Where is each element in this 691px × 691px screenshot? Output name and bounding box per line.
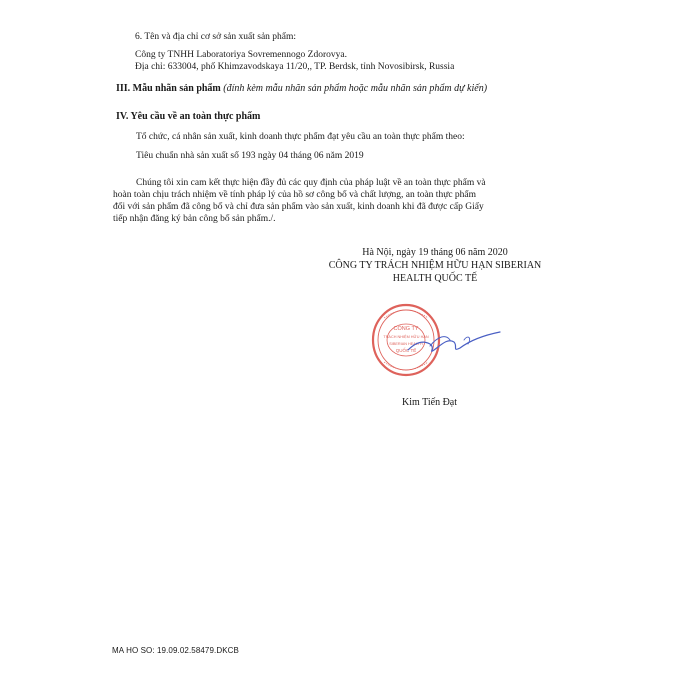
safety-standard-intro: Tổ chức, cá nhân sản xuất, kinh doanh thực phẩm đạt yêu cầu an toàn thực phẩm theo: — [136, 132, 465, 142]
section4-heading: IV. Yêu cầu về an toàn thực phẩm — [116, 111, 261, 122]
manufacturer-address: Địa chỉ: 633004, phố Khimzavodskaya 11/20,, TP. Berdsk, tỉnh Novosibirsk, Russia — [135, 62, 455, 72]
company-seal — [368, 300, 508, 390]
section3-note: (đính kèm mẫu nhãn sản phẩm hoặc mẫu nhãn sản phẩm dự kiến) — [223, 83, 488, 94]
svg-text:QUỐC TẾ: QUỐC TẾ — [395, 348, 417, 353]
section3-heading: III. Mẫu nhãn sản phẩm — [116, 83, 221, 94]
manufacturer-name: Công ty TNHH Laboratoriya Sovremennogo Zdorovya. — [135, 50, 347, 60]
commitment-line-1: Chúng tôi xin cam kết thực hiện đầy đủ các quy định của pháp luật về an toàn thực phẩm và — [136, 178, 486, 188]
seal-graphic — [368, 300, 508, 390]
manufacturer-standard: Tiêu chuẩn nhà sản xuất số 193 ngày 04 tháng 06 năm 2019 — [136, 151, 364, 161]
signature-block — [300, 246, 570, 285]
section3-line — [116, 83, 487, 95]
company-name-line2: HEALTH QUỐC TẾ — [392, 273, 478, 284]
commitment-line-2: hoàn toàn chịu trách nhiệm về tính pháp lý của hồ sơ công bố và chất lượng, an toàn thực phẩm — [113, 190, 477, 200]
dossier-code: MA HO SO: 19.09.02.58479.DKCB — [112, 646, 239, 655]
signer-name: Kim Tiến Đạt — [402, 397, 458, 408]
company-name-line1: CÔNG TY TRÁCH NHIỆM HỮU HẠN SIBERIAN — [328, 260, 542, 271]
commitment-line-3: đối với sản phẩm đã công bố và chỉ đưa sản phẩm vào sản xuất, kinh doanh khi đã được cấp Giấy — [113, 202, 484, 212]
section6-heading: 6. Tên và địa chỉ cơ sở sản xuất sản phẩm: — [135, 32, 297, 42]
signature-date: Hà Nội, ngày 19 tháng 06 năm 2020 — [362, 247, 508, 258]
svg-text:TRÁCH NHIỆM HỮU HẠN: TRÁCH NHIỆM HỮU HẠN — [383, 335, 429, 339]
svg-text:SIBERIAN HEALTH: SIBERIAN HEALTH — [389, 342, 423, 346]
svg-text:CÔNG TY: CÔNG TY — [393, 326, 419, 332]
commitment-line-4: tiếp nhận đăng ký bản công bố sản phẩm./. — [113, 214, 276, 224]
